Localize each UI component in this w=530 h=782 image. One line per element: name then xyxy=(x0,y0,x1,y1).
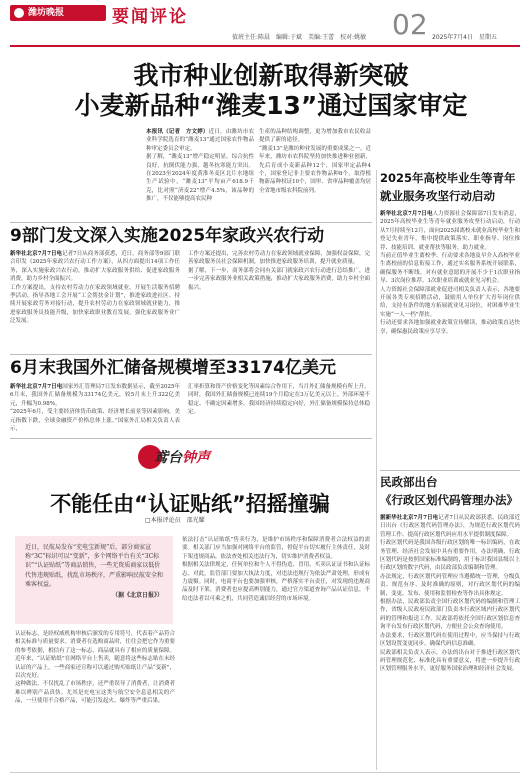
article-paragraph: 人力资源社会保障部7日发布消息，2025年高校毕业生等青年就业服务攻坚行动启动，行动从7月持续至12月，面向2025届离校未就业高校毕业生和登记失业青年，集中提供政策落实、职业指导、岗位推荐、技能培训、就业帮扶等服务，助力就业。 xyxy=(380,211,520,251)
column-name-part2: 钟声 xyxy=(182,450,210,466)
quote-text: 近日，民航局发布“充电宝新规”后，部分商家宣称“3C”标识可以“变新”，多个网络平台有关“3C标识”“认证贴纸”等商品销售，一些无资质商家以低价代售违规贴纸，扰乱市场秩序，严重影响民航安全和乘客权益。 xyxy=(25,544,164,588)
divider xyxy=(10,222,372,223)
headline-division-code-line1: 民政部出台 xyxy=(380,475,438,489)
article-housekeeping-col1 xyxy=(10,250,180,352)
headline-seed-title2: 小麦新品种“潍麦13”通过国家审定 xyxy=(74,91,468,120)
article-paragraph: 近日，由潍坊市农业科学院选育的“潍麦13”通过国家农作物品种审定委员会审定。 xyxy=(146,129,254,152)
page-number: 02 xyxy=(392,8,428,41)
section-title: 要闻评论 xyxy=(112,7,188,27)
article-housekeeping-col2 xyxy=(188,250,370,352)
article-paragraph: 办法要求，行政区划代码在使用过程中，应当保持与行政区划设置变更同步，确保代码信息准确。 xyxy=(380,632,520,648)
column-divider xyxy=(376,170,377,770)
article-lead: 新华社北京7月7日电 xyxy=(10,251,63,257)
headline-employment-line2: 就业服务攻坚行动启动 xyxy=(380,189,495,203)
article-paragraph: 工作方案提出，支持农村劳动力在家政领域就业，开展生活服务招聘季活动，指导各地工会开展“工会帮扶金计划”，推进家政进社区。持续开展家政劳务对接行动，提升农村劳动力在家政领域就业能力，推进家政服务员技能升级，加快家政职业教育发展，强化家政服务业广泛发展。 xyxy=(10,284,180,325)
article-seed-col2 xyxy=(259,128,371,222)
article-commentary-col1 xyxy=(15,630,175,770)
article-seed-col1 xyxy=(146,128,254,222)
article-paragraph: 工作方案还提出，完善农村劳动力在家政领域就业保障，加强权益保障，完善家政服务员社会保障机制，加快推进家政服务培训，提升就业质量。 xyxy=(188,251,370,266)
article-paragraph: 民政部相关负责人表示，办法的出台对于推进行政区划代码管理规范化、标准化具有重要意义，将进一步提升行政区划管理服务水平，更好服务国家治理和经济社会发展。 xyxy=(380,649,520,673)
editor-credits: 值班主任:陈晨 编辑:于斌 美编:王蕾 校对:姚敏 xyxy=(232,34,367,41)
article-paragraph: 国家外汇管理局7日发布数据显示，截至2025年6月末，我国外汇储备规模为33174亿美元，较5月末上升322亿美元，升幅为0.98%。 xyxy=(10,384,180,407)
article-lead: 新华社北京7月7日电 xyxy=(10,384,63,390)
quote-box xyxy=(15,536,173,624)
article-lead: 新华社北京7月7日电 xyxy=(380,211,433,217)
headline-housekeeping: 9部门发文深入实施2025年家政兴农行动 xyxy=(10,226,325,246)
article-forex-col1 xyxy=(10,383,180,435)
article-division-code xyxy=(380,514,520,770)
divider xyxy=(380,470,520,471)
article-forex-col2 xyxy=(188,383,370,435)
column-name-part1: 鸢台 xyxy=(154,450,182,466)
masthead xyxy=(0,0,530,50)
newspaper-logo xyxy=(10,5,106,21)
logo-text: 潍坊晚报 xyxy=(28,8,65,18)
article-paragraph: 依法打击“认证贴纸”售卖行为，是维护市场秩序和保障消费者合法权益的需要。相关部门应当加强对网络平台的监管，督促平台切实履行主体责任，及时下架违规商品，依法查处相关违法行为，切实维护消费者权益。 xyxy=(182,537,370,560)
issue-date: 2025年7月4日 星期五 xyxy=(432,34,497,41)
article-employment xyxy=(380,210,520,470)
headline-division-code-line2: 《行政区划代码管理办法》 xyxy=(380,493,518,507)
article-paragraph: 认证标志，是经权威机构审核后颁发的专用符号，代表着产品符合相关标准与质量要求。消费者在选购商品时，往往会把它作为重要的参考依据，相信有了这一标志，商品就具有了相应的质量保障。近年来，“认证贴纸”在网络平台上售卖，随意将这些标志贴在未经认证的产品上，一些商家还宣称可以通过购买贴纸让产品“变新”，以次充好。 xyxy=(15,631,175,680)
footer-rule xyxy=(10,772,520,773)
article-paragraph: “潍麦13”是潍坊种业发展的重要成果之一。近年来，潍坊市农科院坚持加快推进种业创新，先后育成小麦新品种12个，国家审定品种4个，国家登记非主要农作物品种8个，取得植物新品种权证10个，国审、省审品种覆盖均居全省地市级农科院前列。 xyxy=(259,145,371,194)
article-paragraph: “2025年6月，受主要经济体货币政策、经济增长前景等因素影响，美元指数下跌，全球金融资产价格总体上涨。”国家外汇局相关负责人表示， xyxy=(10,409,180,433)
article-paragraph: 根据办法，民政部负责全国行政区划代码的编制和管理工作，省级人民政府民政部门负责本行政区域内行政区划代码的管理和报送工作。民政部将依托全国行政区划信息查询平台发布行政区划代码，方便社会公众查询使用。 xyxy=(380,599,520,631)
quote-source: （据《北京日报》） xyxy=(111,592,163,600)
headline-employment-line1: 2025年高校毕业生等青年 xyxy=(380,171,516,185)
headline-forex: 6月末我国外汇储备规模增至33174亿美元 xyxy=(10,358,336,378)
byline: □本报评论员 邵光耀 xyxy=(145,517,205,524)
article-paragraph: 行动还要求各地加强就业政策宣传解读，推动政策直达快享，确保惠民政策应享尽享。 xyxy=(380,320,520,335)
column-badge xyxy=(138,445,258,471)
article-lead: 据新华社北京7月7日电 xyxy=(380,515,439,521)
article-paragraph: 根据相关法律规定，任何单位和个人不得伪造、冒用、买卖认证证书和认证标志。对此，监管部门要加大执法力度，对违法违规行为依法严肃处理，形成有力震慑。同时，电商平台也要加强审核，严格落实平台责任，对发现的违规商品及时下架。消费者也应提高辨别能力，通过官方渠道查询产品认证信息，不给违法者以可乘之机，共同营造诚信经营的市场环境。 xyxy=(182,562,370,602)
article-lead: 本报讯（记者 方文婷） xyxy=(146,129,209,135)
article-paragraph: 人力资源社会保障部就业促进司相关负责人表示，各地要开展各类专项招聘活动，鼓励用人单位扩大青年岗位供给，支持有条件的地方拓展就业见习岗位，对困难毕业生实施“一人一档”帮扶。 xyxy=(380,286,520,318)
column-name xyxy=(154,447,210,467)
article-paragraph: 办法规定，行政区划代码管理应当遵循统一管理、分级负责、规范有序、及时准确的原则，对行政区划代码的编制、变更、发布、使用和监督检查等作出具体规定。 xyxy=(380,573,520,597)
article-paragraph: 行政区划代码是我国各级行政区划的唯一标识编码，在政务管理、经济社会发展中具有重要作用。办法明确，行政区划代码是按照国家标准编制的，用于标识我国县级以上行政区划的数字代码，由民政部负责编制和管理。 xyxy=(380,540,520,572)
article-paragraph: 汇率折算和资产价格变化等因素综合作用下，当月外汇储备规模有所上升。 xyxy=(188,384,370,390)
headline-seed-title1: 我市种业创新取得新突破 xyxy=(133,61,409,90)
article-paragraph: 记者7日从商务部获悉，近日，商务部等9部门联合印发《2025年家政兴农行动工作方案》，从四方面提出14项工作任务，深入实施家政兴农行动，推动扩大家政服务供给、促进家政服务消费，助力乡村全面振兴。 xyxy=(10,251,180,283)
article-paragraph: 这种做法，不仅扰乱了市场秩序，还严重误导了消费者，让消费者难以辨别产品真伪。尤其是充电宝这类与航空安全息息相关的产品，一旦使用不合格产品，可能引发起火、爆炸等严重后果。 xyxy=(15,681,175,705)
article-paragraph: 据了解，“潍麦13”增产稳定明显，综合抗性良好，抗倒伏能力强，越冬抗寒能力突出。在2023至2024年度黄淮冬麦区北片水地组生产试验中，“潍麦13”平均亩产618.9千克，比对照“济麦22”增产4.5%，该品种的推广，不仅能够提高农民种 xyxy=(146,154,254,203)
divider xyxy=(10,438,372,439)
divider xyxy=(10,354,372,355)
article-commentary-col2 xyxy=(182,536,370,770)
article-paragraph: 当前正值毕业生离校季。行动要求各地及早介入高校毕业生离校前的信息衔接工作，通过实名服务系统开展联系，确保服务不断线。对有就业意愿的开展不少于1次职业指导、3次岗位推荐、1次职业培训或就业见习机会。 xyxy=(380,253,520,285)
article-paragraph: 据了解，下一步，商务部将会同有关部门就家政兴农行动进行总结推广，进一步完善家政服务业相关政策措施，推动扩大家政服务消费，助力乡村全面振兴。 xyxy=(188,267,370,291)
headline-commentary: 不能任由“认证贴纸”招摇撞骗 xyxy=(50,492,330,516)
article-paragraph: 同时，我国外汇储备规模已连续19个月稳定在3万亿美元以上。外部环境不稳定、不确定因素增多，我国经济持续稳定向好，外汇储备规模保持总体稳定。 xyxy=(188,392,370,416)
article-paragraph: 生產的品种结构调整，更为增加我市农民收益提供了新的途径。 xyxy=(259,129,371,144)
header-rule xyxy=(10,45,520,47)
article-paragraph: 记者7日从民政部获悉，民政部近日出台《行政区划代码管理办法》，为规范行政区划代码管理工作、提高行政区划代码应用水平提供制度保障。 xyxy=(380,515,520,538)
